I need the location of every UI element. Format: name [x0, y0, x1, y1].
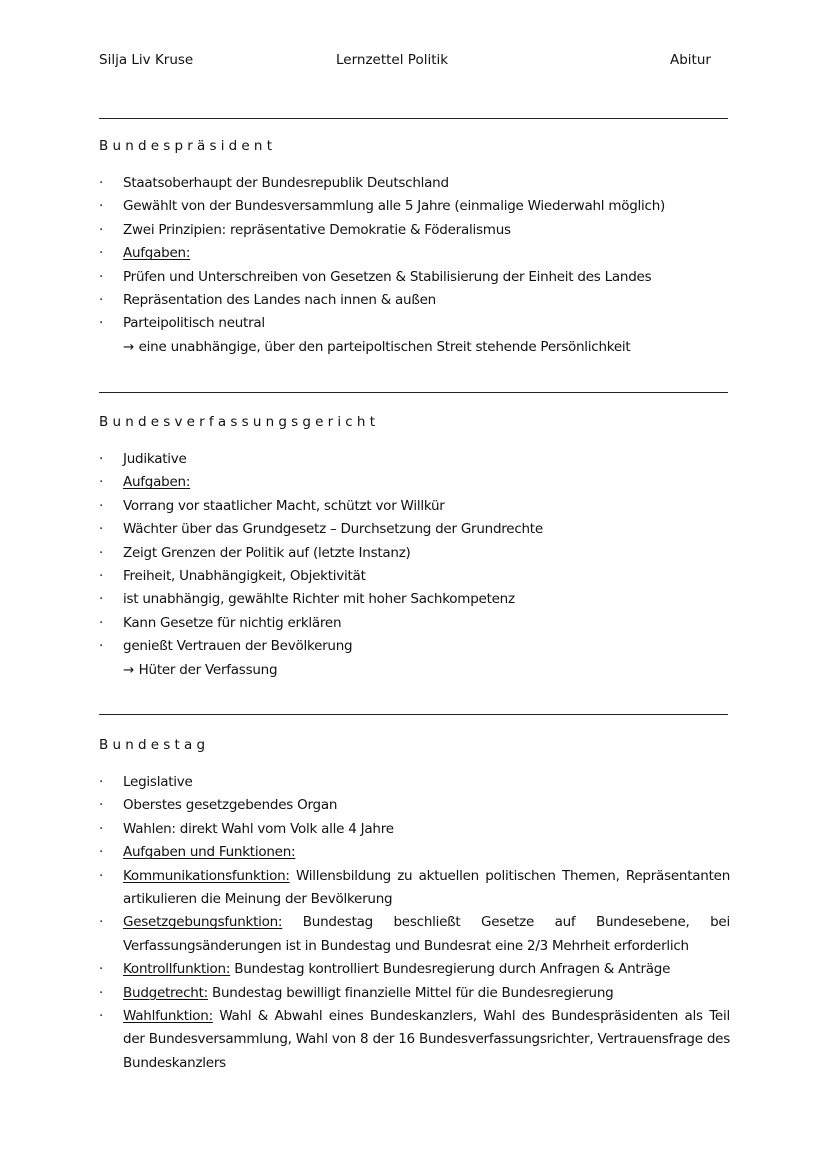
list-item: · Aufgaben:	[99, 242, 730, 265]
list-item: · Staatsoberhaupt der Bundesrepublik Deutschland	[99, 172, 730, 195]
bullet-icon: ·	[99, 245, 104, 262]
bullet-icon: ·	[99, 315, 104, 332]
divider	[99, 392, 728, 393]
bullet-icon: ·	[99, 544, 104, 561]
list-item: · ist unabhängig, gewählte Richter mit hoher Sachkompetenz	[99, 588, 730, 611]
bullet-icon: ·	[99, 568, 104, 585]
section-title-bundespraesident: Bundespräsident	[99, 138, 277, 154]
list-item: · Gewählt von der Bundesversammlung alle 5 Jahre (einmalige Wiederwahl möglich)	[99, 195, 730, 218]
term: Budgetrecht:	[123, 984, 208, 1001]
section-title-bundestag: Bundestag	[99, 737, 210, 753]
list-item: · Oberstes gesetzgebendes Organ	[99, 794, 730, 817]
list-item: · Vorrang vor staatlicher Macht, schützt vor Willkür	[99, 495, 730, 518]
list-item: · Budgetrecht: Bundestag bewilligt finanzielle Mittel für die Bundesregierung	[99, 982, 730, 1005]
bullet-icon: ·	[99, 820, 104, 837]
page-header	[0, 52, 828, 72]
bullet-icon: ·	[99, 474, 104, 491]
bullet-icon: ·	[99, 614, 104, 631]
arrow-right-icon: →	[123, 661, 135, 678]
header-title: Lernzettel Politik	[336, 52, 449, 68]
list-item: · Kontrollfunktion: Bundestag kontrolliert Bundesregierung durch Anfragen & Anträge	[99, 958, 730, 981]
bullet-icon: ·	[99, 268, 104, 285]
list-bundespraesident	[99, 172, 730, 359]
list-bundesverfassungsgericht	[99, 448, 730, 682]
bullet-icon: ·	[99, 844, 104, 861]
header-author: Silja Liv Kruse	[99, 52, 194, 68]
divider	[99, 714, 728, 715]
bullet-icon: ·	[99, 521, 104, 538]
list-item: · Aufgaben und Funktionen:	[99, 841, 730, 864]
term: Wahlfunktion:	[123, 1008, 213, 1025]
bullet-icon: ·	[99, 797, 104, 814]
bullet-icon: ·	[99, 591, 104, 608]
list-item: · Legislative	[99, 771, 730, 794]
list-item: · Gesetzgebungsfunktion: Bundestag beschließt Gesetze auf Bundesebene, bei Verfassungsänderungen ist in Bundestag und Bundesrat eine 2/3 Mehrheit erforderlich	[99, 911, 730, 958]
bullet-icon: ·	[99, 638, 104, 655]
bullet-icon: ·	[99, 984, 104, 1001]
bullet-icon: ·	[99, 497, 104, 514]
list-item: · Aufgaben:	[99, 471, 730, 494]
bullet-icon: ·	[99, 451, 104, 467]
list-item: · Zeigt Grenzen der Politik auf (letzte Instanz)	[99, 542, 730, 565]
list-item: · Judikative	[99, 448, 730, 471]
list-item: · Freiheit, Unabhängigkeit, Objektivität	[99, 565, 730, 588]
term: Gesetzgebungsfunktion:	[123, 914, 283, 931]
list-item: · Kommunikationsfunktion: Willensbildung zu aktuellen politischen Themen, Repräsentanten artikulieren die Meinung der Bevölkerung	[99, 865, 730, 912]
list-item-conclusion: → eine unabhängige, über den parteipoltischen Streit stehende Persönlichkeit	[123, 338, 631, 355]
list-item: · Wahlfunktion: Wahl & Abwahl eines Bundeskanzlers, Wahl des Bundespräsidenten als Teil der Bundesversammlung, Wahl von 8 der 16 Bundesverfassungsrichter, Vertrauensfrage des Bundeskanzlers	[99, 1005, 730, 1075]
bullet-icon: ·	[99, 1008, 104, 1025]
bullet-icon: ·	[99, 292, 104, 309]
list-item: · Kann Gesetze für nichtig erklären	[99, 612, 730, 635]
list-item: · Prüfen und Unterschreiben von Gesetzen & Stabilisierung der Einheit des Landes	[99, 266, 730, 289]
list-item-conclusion: → Hüter der Verfassung	[123, 661, 278, 678]
bullet-icon: ·	[99, 961, 104, 978]
bullet-icon: ·	[99, 198, 104, 215]
bullet-icon: ·	[99, 914, 104, 931]
header-level: Abitur	[670, 52, 711, 68]
bullet-icon: ·	[99, 774, 104, 790]
bullet-icon: ·	[99, 221, 104, 238]
divider	[99, 118, 728, 119]
bullet-icon: ·	[99, 175, 104, 191]
bullet-icon: ·	[99, 867, 104, 884]
section-title-bundesverfassungsgericht: Bundesverfassungsgericht	[99, 414, 380, 430]
list-item: · genießt Vertrauen der Bevölkerung	[99, 635, 730, 658]
list-item: · Zwei Prinzipien: repräsentative Demokratie & Föderalismus	[99, 219, 730, 242]
term: Kommunikationsfunktion:	[123, 867, 290, 884]
list-item: · Wahlen: direkt Wahl vom Volk alle 4 Jahre	[99, 818, 730, 841]
list-bundestag	[99, 771, 730, 1075]
list-item: · Parteipolitisch neutral	[99, 312, 730, 335]
arrow-right-icon: →	[123, 338, 135, 355]
list-item: · Wächter über das Grundgesetz – Durchsetzung der Grundrechte	[99, 518, 730, 541]
list-item: · Repräsentation des Landes nach innen & außen	[99, 289, 730, 312]
term: Kontrollfunktion:	[123, 961, 231, 978]
